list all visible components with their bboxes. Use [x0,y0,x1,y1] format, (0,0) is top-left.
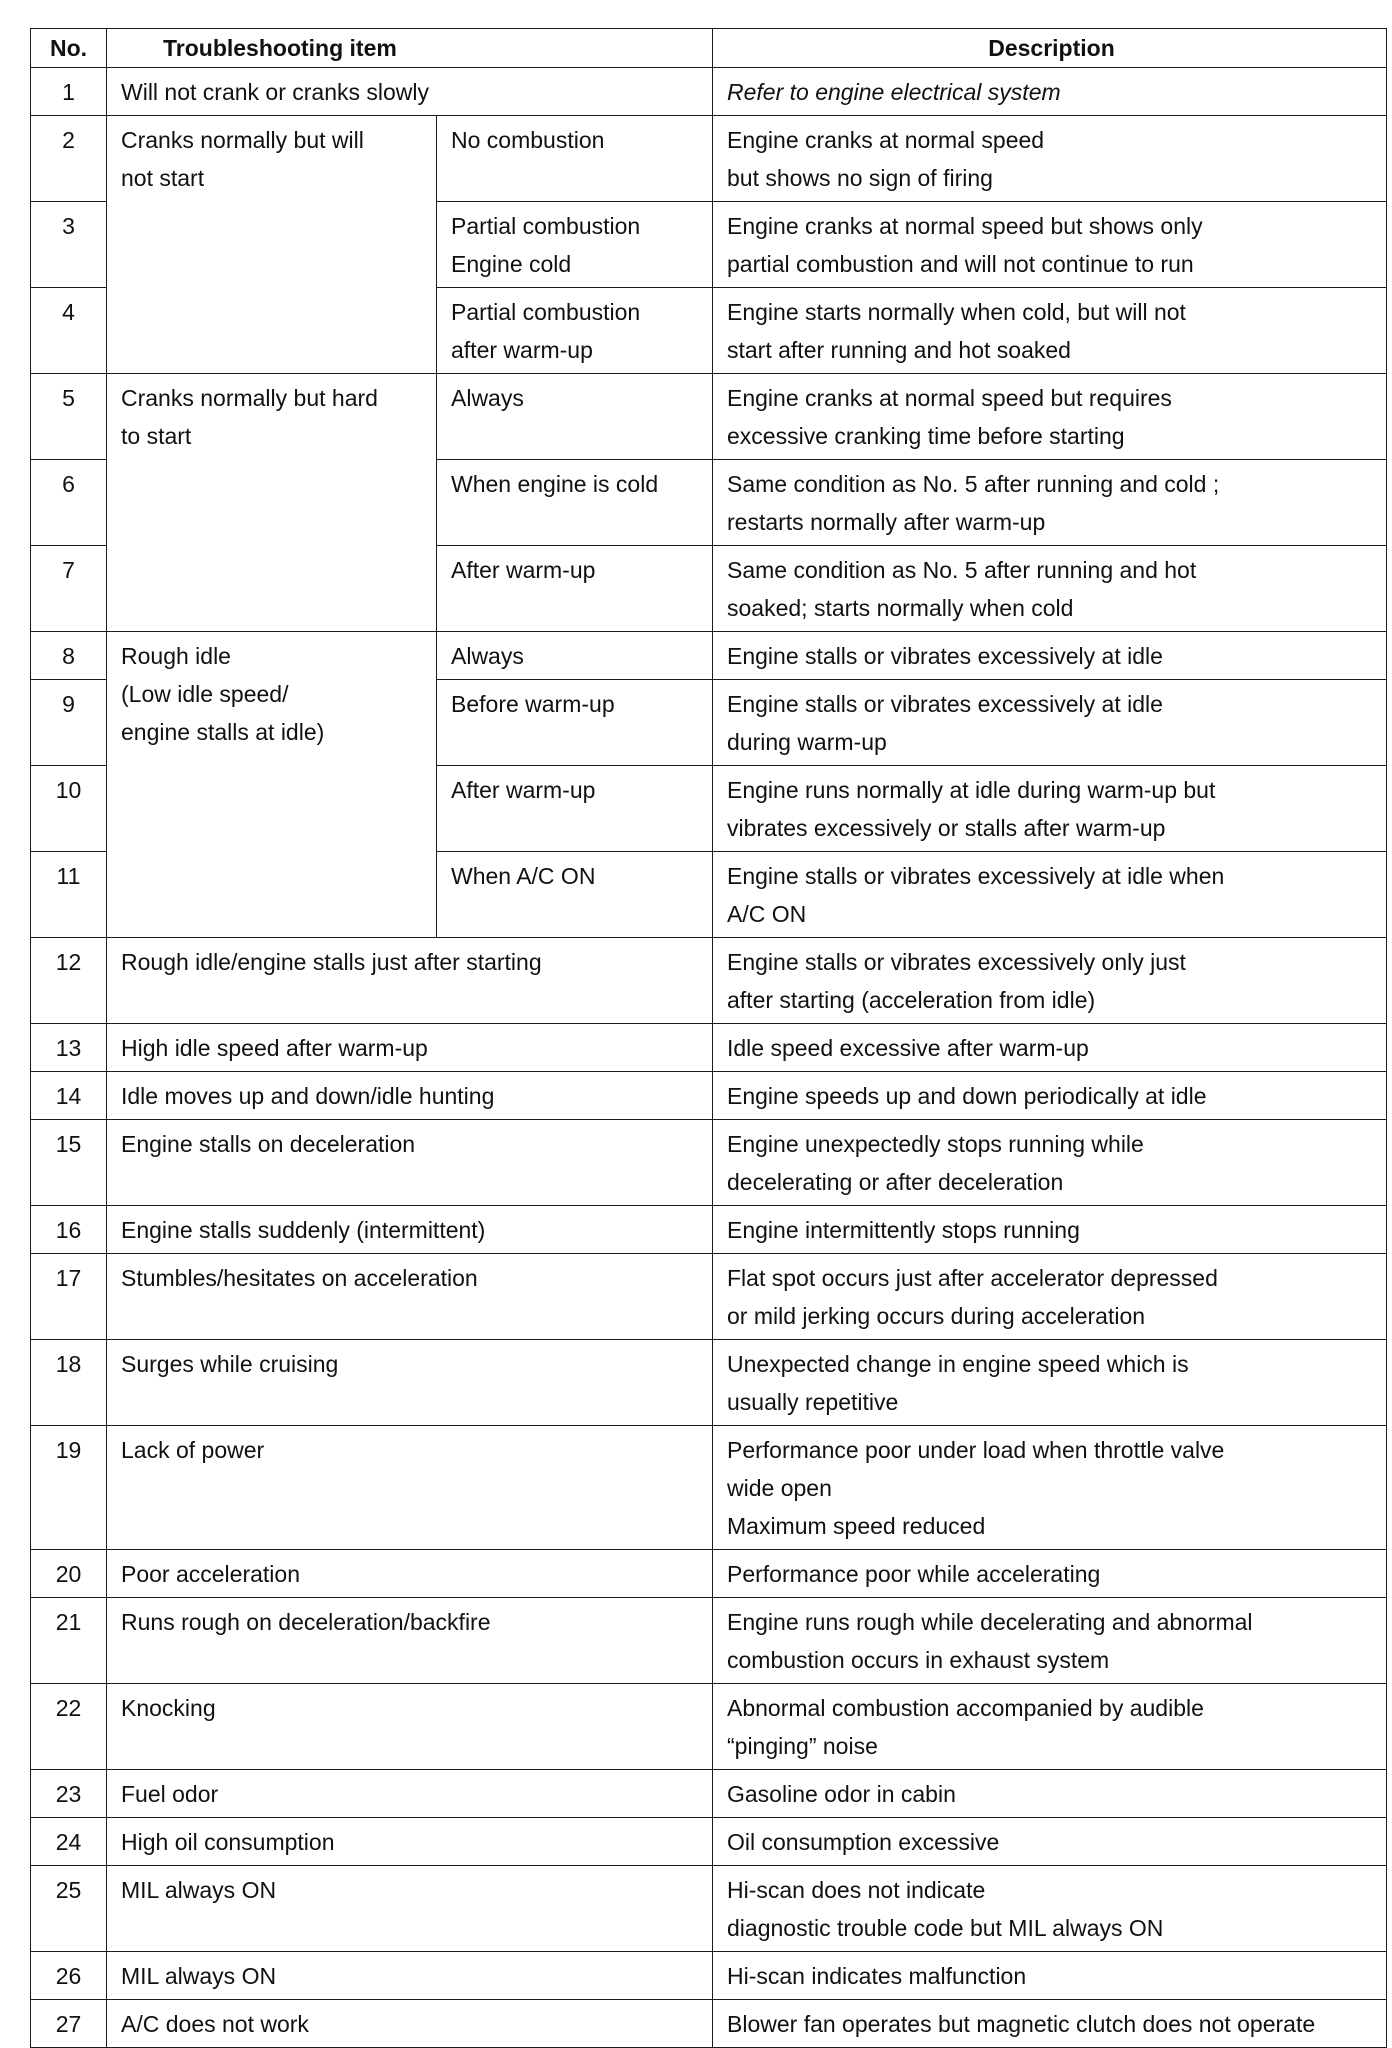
description [713,374,1387,460]
row-number: 4 [31,288,107,374]
troubleshooting-item [107,1340,713,1426]
troubleshooting-condition [437,852,713,938]
cell-text-line: Gasoline odor in cabin [727,1781,956,1807]
table-row [31,116,1387,202]
cell-text-line: but shows no sign of firing [727,165,993,191]
troubleshooting-item [107,938,713,1024]
cell-text-line: When engine is cold [451,471,659,497]
cell-text-line: decelerating or after deceleration [727,1169,1064,1195]
cell-text-line: Always [451,643,524,669]
header-troubleshooting-item: Troubleshooting item [107,29,713,68]
cell-text-line: Before warm-up [451,691,615,717]
row-number: 26 [31,1952,107,2000]
cell-text-line: Engine intermittently stops running [727,1217,1080,1243]
cell-text-line: Performance poor while accelerating [727,1561,1101,1587]
troubleshooting-item [107,1598,713,1684]
cell-text-line: not start [121,165,205,191]
row-number: 27 [31,2000,107,2048]
description [713,1684,1387,1770]
table-row [31,1024,1387,1072]
cell-text-line: High idle speed after warm-up [121,1035,428,1061]
description [713,68,1387,116]
row-number: 8 [31,632,107,680]
troubleshooting-item-group [107,632,437,938]
row-number: 16 [31,1206,107,1254]
cell-text-line: Partial combustion [451,213,641,239]
cell-text-line: Engine speeds up and down periodically at idle [727,1083,1207,1109]
troubleshooting-item-group [107,374,437,632]
cell-text-line: Engine stalls on deceleration [121,1131,416,1157]
troubleshooting-item [107,1120,713,1206]
cell-text-line: Partial combustion [451,299,641,325]
cell-text-line: Fuel odor [121,1781,219,1807]
cell-text-line: When A/C ON [451,863,596,889]
troubleshooting-item [107,1254,713,1340]
cell-text-line: Same condition as No. 5 after running and hot [727,557,1197,583]
row-number: 14 [31,1072,107,1120]
table-row [31,1866,1387,1952]
header-description: Description [713,29,1387,68]
troubleshooting-item [107,1206,713,1254]
description [713,1254,1387,1340]
cell-text-line: Rough idle [121,643,231,669]
table-row [31,632,1387,680]
row-number: 21 [31,1598,107,1684]
troubleshooting-condition [437,680,713,766]
description [713,632,1387,680]
description [713,1818,1387,1866]
table-row [31,374,1387,460]
troubleshooting-condition [437,546,713,632]
cell-text-line: Engine cranks at normal speed but requires [727,385,1172,411]
cell-text-line: Engine cranks at normal speed but shows only [727,213,1203,239]
description [713,1024,1387,1072]
row-number: 20 [31,1550,107,1598]
description [713,1550,1387,1598]
cell-text-line: Engine starts normally when cold, but will not [727,299,1186,325]
description [713,546,1387,632]
troubleshooting-condition [437,116,713,202]
troubleshooting-item [107,1770,713,1818]
table-row [31,1426,1387,1550]
cell-text-line: excessive cranking time before starting [727,423,1125,449]
troubleshooting-item [107,68,713,116]
cell-text-line: Engine stalls or vibrates excessively at idle [727,691,1163,717]
table-row [31,1254,1387,1340]
troubleshooting-table [30,28,1387,2048]
cell-text-line: Engine stalls suddenly (intermittent) [121,1217,486,1243]
cell-text-line: MIL always ON [121,1963,277,1989]
table-row [31,1684,1387,1770]
row-number: 25 [31,1866,107,1952]
row-number: 24 [31,1818,107,1866]
row-number: 17 [31,1254,107,1340]
troubleshooting-condition [437,288,713,374]
cell-text-line: After warm-up [451,557,596,583]
table-row [31,1206,1387,1254]
table-row [31,1598,1387,1684]
description [713,680,1387,766]
row-number: 22 [31,1684,107,1770]
table-row [31,1770,1387,1818]
troubleshooting-item [107,1818,713,1866]
cell-text-line: Idle speed excessive after warm-up [727,1035,1089,1061]
description [713,1598,1387,1684]
cell-text-line: Unexpected change in engine speed which is [727,1351,1189,1377]
cell-text-line: soaked; starts normally when cold [727,595,1074,621]
cell-text-line: Engine cold [451,251,572,277]
description [713,1866,1387,1952]
cell-text-line: Cranks normally but hard [121,385,378,411]
table-row [31,68,1387,116]
cell-text-line: start after running and hot soaked [727,337,1071,363]
row-number: 7 [31,546,107,632]
cell-text-line: Engine stalls or vibrates excessively at idle [727,643,1163,669]
row-number: 1 [31,68,107,116]
table-row [31,1072,1387,1120]
cell-text-line: Abnormal combustion accompanied by audible [727,1695,1204,1721]
cell-text-line: Runs rough on deceleration/backfire [121,1609,491,1635]
cell-text-line: partial combustion and will not continue to run [727,251,1194,277]
troubleshooting-item [107,1684,713,1770]
cell-text-line: engine stalls at idle) [121,719,325,745]
troubleshooting-condition [437,202,713,288]
troubleshooting-condition [437,632,713,680]
troubleshooting-item [107,1952,713,2000]
cell-text-line: Hi-scan indicates malfunction [727,1963,1027,1989]
troubleshooting-item [107,1866,713,1952]
table-row [31,1818,1387,1866]
troubleshooting-item [107,1072,713,1120]
row-number: 23 [31,1770,107,1818]
description [713,1770,1387,1818]
cell-text-line: combustion occurs in exhaust system [727,1647,1110,1673]
cell-text-line: or mild jerking occurs during acceleration [727,1303,1146,1329]
description [713,938,1387,1024]
description [713,460,1387,546]
description [713,288,1387,374]
troubleshooting-condition [437,766,713,852]
cell-text-line: Flat spot occurs just after accelerator depressed [727,1265,1218,1291]
row-number: 10 [31,766,107,852]
table-row [31,1340,1387,1426]
row-number: 5 [31,374,107,460]
cell-text-line: “pinging” noise [727,1733,878,1759]
cell-text-line: Idle moves up and down/idle hunting [121,1083,495,1109]
cell-text-line: Same condition as No. 5 after running and cold ; [727,471,1220,497]
cell-text-line: Engine cranks at normal speed [727,127,1045,153]
row-number: 19 [31,1426,107,1550]
troubleshooting-item [107,2000,713,2048]
cell-text-line: wide open [727,1475,832,1501]
row-number: 6 [31,460,107,546]
description [713,1072,1387,1120]
table-row [31,2000,1387,2048]
cell-text-line: Will not crank or cranks slowly [121,79,430,105]
table-row [31,1952,1387,2000]
row-number: 2 [31,116,107,202]
table-body [31,68,1387,2048]
troubleshooting-item [107,1426,713,1550]
table-row [31,1550,1387,1598]
cell-text-line: after starting (acceleration from idle) [727,987,1096,1013]
troubleshooting-condition [437,374,713,460]
cell-text-line: Engine runs normally at idle during warm-up but [727,777,1216,803]
cell-text-line: Engine unexpectedly stops running while [727,1131,1144,1157]
cell-text-line: Engine stalls or vibrates excessively at idle when [727,863,1225,889]
troubleshooting-condition [437,460,713,546]
row-number: 15 [31,1120,107,1206]
description [713,766,1387,852]
cell-text-line: Stumbles/hesitates on acceleration [121,1265,478,1291]
cell-text-line: Hi-scan does not indicate [727,1877,986,1903]
cell-text-line: diagnostic trouble code but MIL always ON [727,1915,1164,1941]
description [713,2000,1387,2048]
row-number: 13 [31,1024,107,1072]
cell-text-line: restarts normally after warm-up [727,509,1046,535]
cell-text-line: Cranks normally but will [121,127,364,153]
header-no: No. [31,29,107,68]
description [713,1206,1387,1254]
description [713,1426,1387,1550]
row-number: 9 [31,680,107,766]
cell-text-line: to start [121,423,192,449]
cell-text-line: Poor acceleration [121,1561,300,1587]
header-row [31,29,1387,68]
table-row [31,1120,1387,1206]
description [713,1952,1387,2000]
cell-text-line: Blower fan operates but magnetic clutch does not operate [727,2011,1316,2037]
troubleshooting-item-group [107,116,437,374]
cell-text-line: High oil consumption [121,1829,335,1855]
troubleshooting-item [107,1550,713,1598]
cell-text-line: after warm-up [451,337,593,363]
cell-text-line: Engine runs rough while decelerating and abnormal [727,1609,1253,1635]
row-number: 11 [31,852,107,938]
cell-text-line: vibrates excessively or stalls after warm-up [727,815,1166,841]
cell-text-line: A/C ON [727,901,807,927]
cell-text-line: After warm-up [451,777,596,803]
row-number: 18 [31,1340,107,1426]
description [713,1340,1387,1426]
description [713,852,1387,938]
cell-text-line: Performance poor under load when throttle valve [727,1437,1225,1463]
cell-text-line: MIL always ON [121,1877,277,1903]
troubleshooting-item [107,1024,713,1072]
cell-text-line: Always [451,385,524,411]
cell-text-line: Oil consumption excessive [727,1829,1000,1855]
cell-text-line: usually repetitive [727,1389,899,1415]
cell-text-line: Engine stalls or vibrates excessively only just [727,949,1186,975]
description [713,1120,1387,1206]
row-number: 12 [31,938,107,1024]
cell-text-line: Rough idle/engine stalls just after starting [121,949,542,975]
table-row [31,938,1387,1024]
cell-text-line: (Low idle speed/ [121,681,289,707]
cell-text-line: A/C does not work [121,2011,309,2037]
cell-text-line: Surges while cruising [121,1351,339,1377]
cell-text-line: No combustion [451,127,605,153]
description [713,202,1387,288]
cell-text-line: Maximum speed reduced [727,1513,986,1539]
cell-text-line: during warm-up [727,729,887,755]
cell-text-line: Knocking [121,1695,216,1721]
cell-text-line: Refer to engine electrical system [727,79,1061,105]
cell-text-line: Lack of power [121,1437,265,1463]
row-number: 3 [31,202,107,288]
description [713,116,1387,202]
